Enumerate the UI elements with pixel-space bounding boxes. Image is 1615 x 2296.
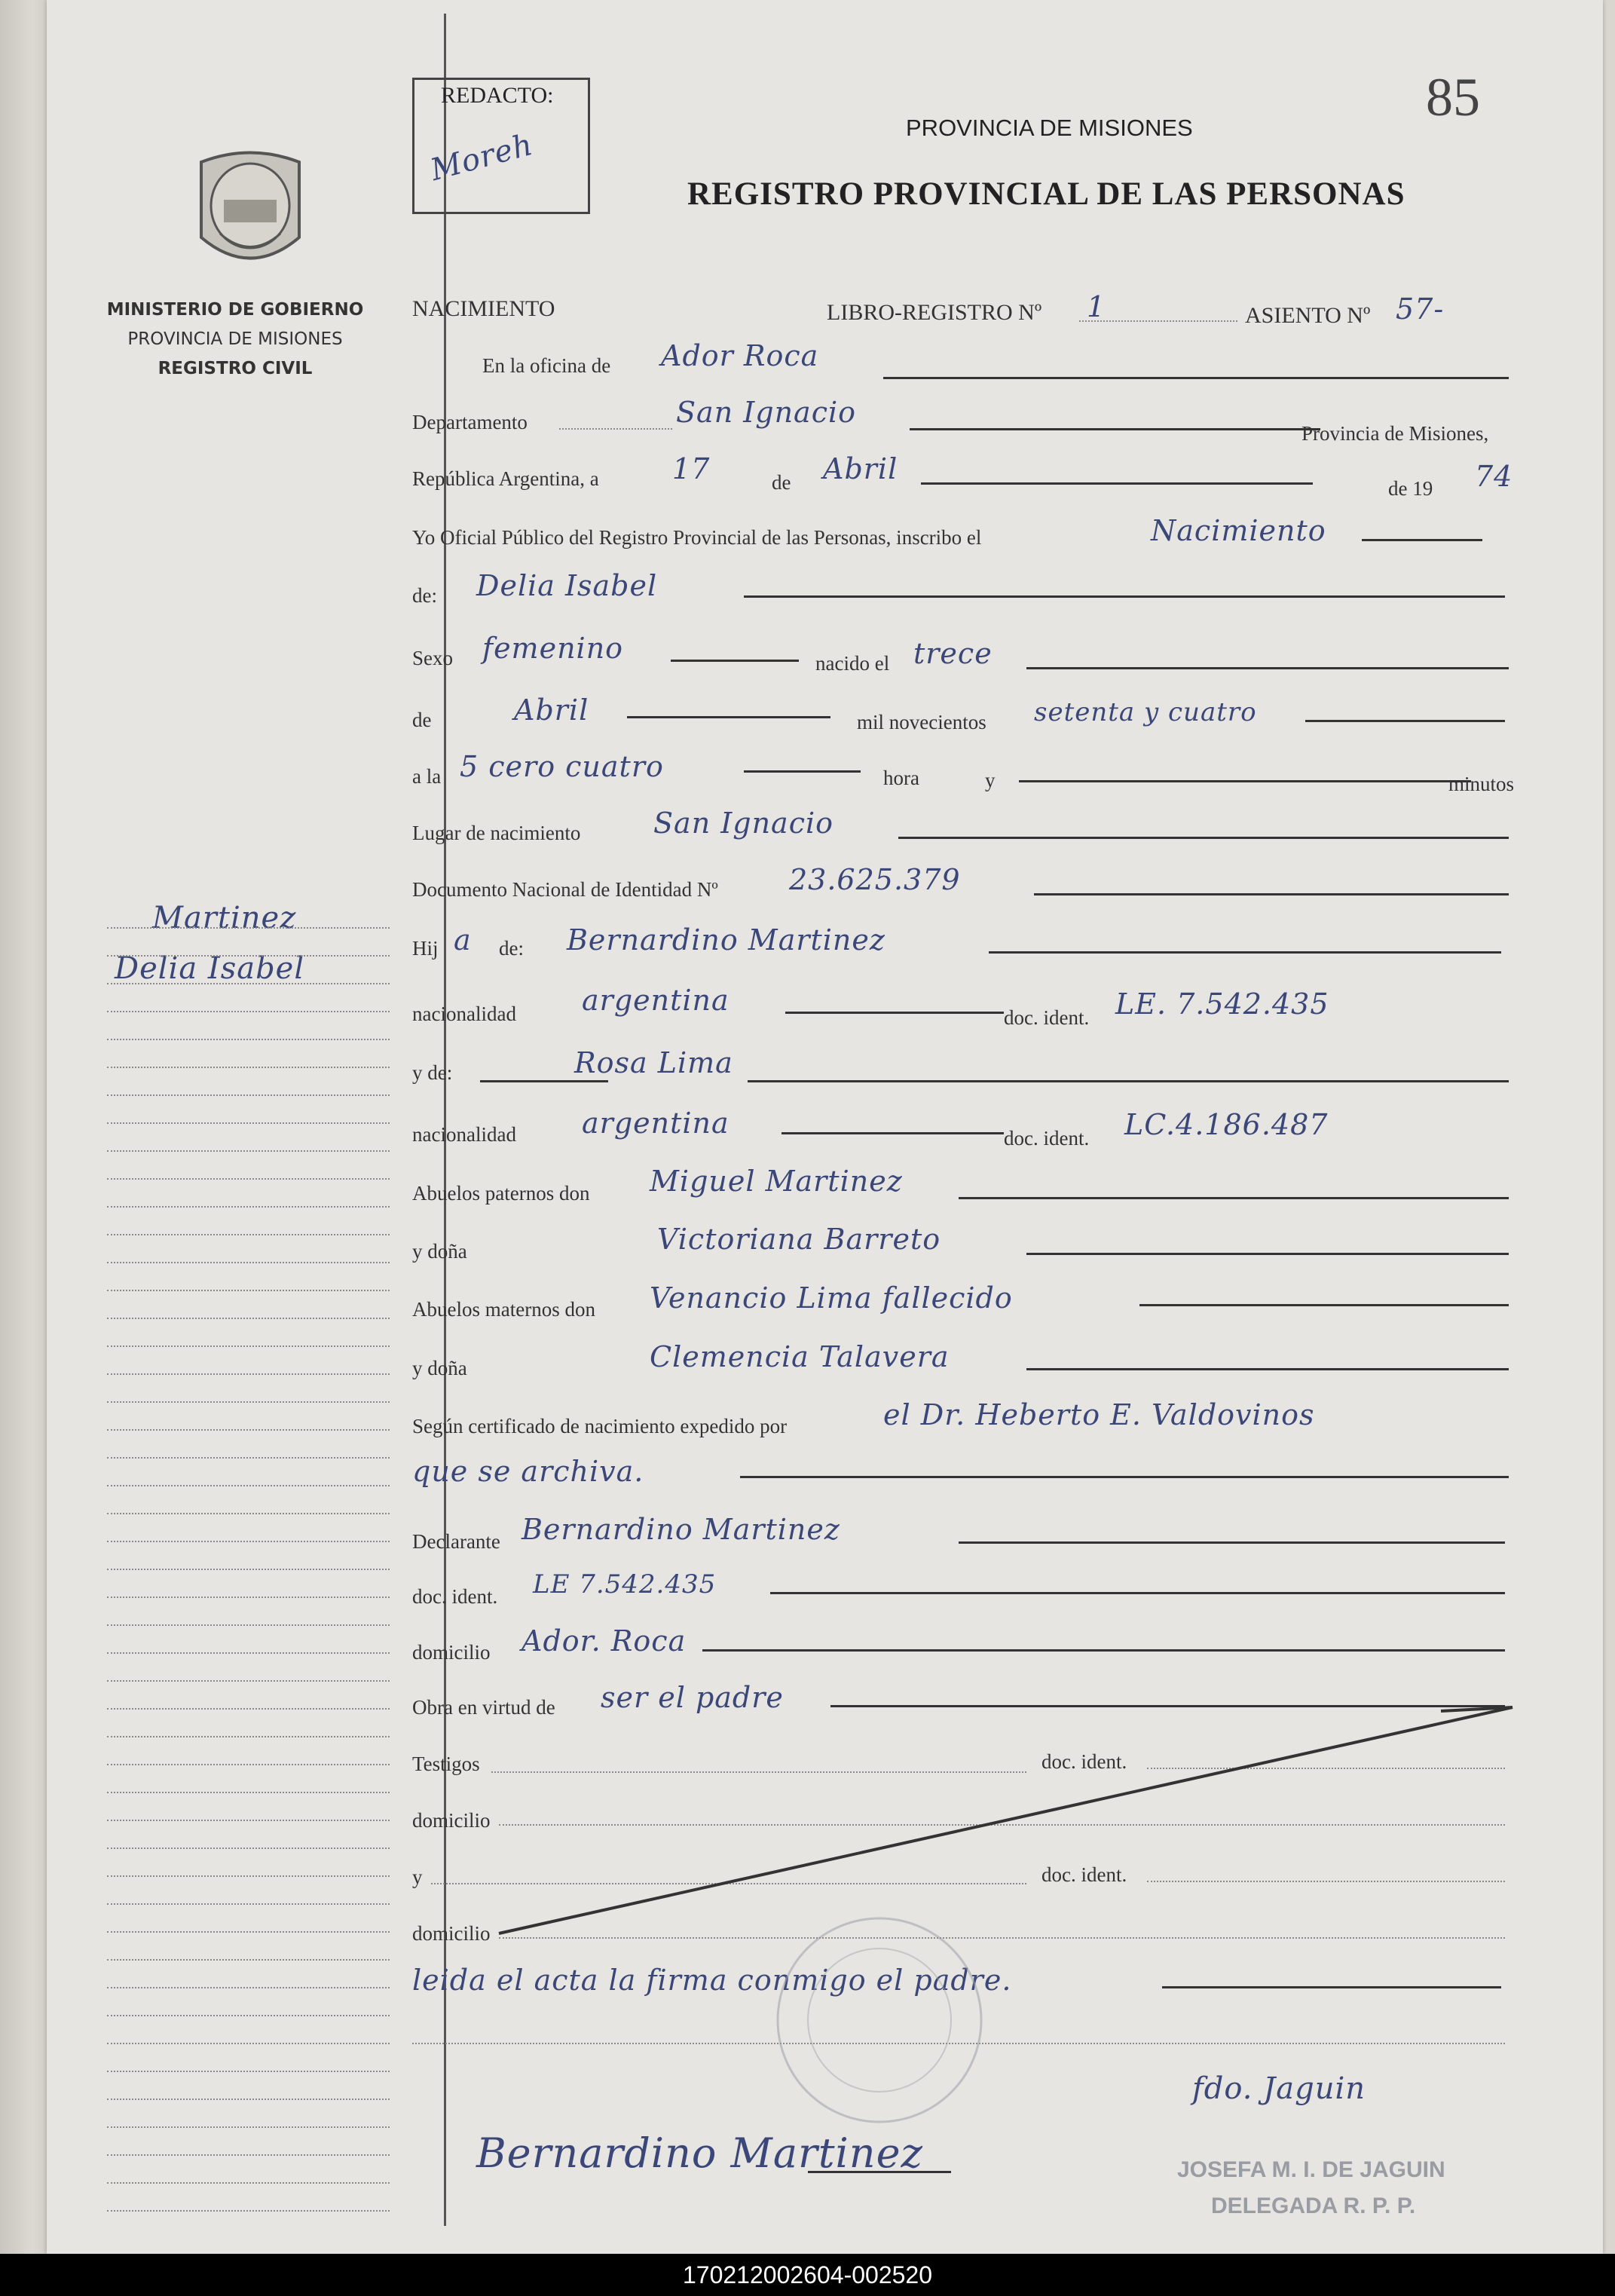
doc-ident-value: LE 7.542.435	[533, 1569, 717, 1600]
registry-heading: REGISTRO PROVINCIAL DE LAS PERSONAS	[687, 176, 1405, 212]
declarante-label: Declarante	[412, 1530, 500, 1553]
segun-value-2: que se archiva.	[412, 1455, 644, 1488]
nacido-value: trece	[913, 637, 993, 670]
abuelos-pat-label: Abuelos paternos don	[412, 1182, 590, 1205]
official-stamp	[770, 1911, 989, 2129]
mil-label: mil novecientos	[857, 711, 986, 733]
margin-surname: Martinez	[152, 901, 297, 935]
page-number: 85	[1426, 67, 1480, 127]
lugar-value: San Ignacio	[653, 807, 834, 840]
testigos-domicilio-label: domicilio	[412, 1809, 491, 1832]
inscribo-value: Nacimiento	[1151, 514, 1326, 547]
firma-oficial: fdo. Jaguin	[1192, 2071, 1366, 2106]
dia-value: 17	[672, 452, 711, 485]
asiento-label: ASIENTO Nº	[1245, 303, 1371, 328]
padre-value: Bernardino Martinez	[567, 923, 885, 957]
libro-value: 1	[1087, 290, 1106, 323]
anio-prefix: de 19	[1388, 477, 1433, 500]
obra-value: ser el padre	[601, 1681, 784, 1714]
dni-label: Documento Nacional de Identidad Nº	[412, 878, 718, 901]
abuela-pat-value: Victoriana Barreto	[657, 1223, 941, 1256]
departamento-label: Departamento	[412, 411, 528, 433]
doc-padre-value: LE. 7.542.435	[1115, 987, 1329, 1021]
mes-nac-value: Abril	[514, 693, 589, 727]
abuelos-mat-label: Abuelos maternos don	[412, 1298, 595, 1321]
margin-given-names: Delia Isabel	[115, 951, 305, 986]
declarante-value: Bernardino Martinez	[522, 1513, 840, 1546]
leida-dash	[1162, 1986, 1501, 1988]
ministry-label: MINISTERIO DE GOBIERNO	[106, 300, 364, 320]
abuelo-mat-value: Venancio Lima fallecido	[650, 1281, 1013, 1315]
leida-value: leida el acta la firma conmigo el padre.	[412, 1964, 1012, 1997]
libro-label: LIBRO-REGISTRO Nº	[827, 300, 1042, 325]
segun-label: Según certificado de nacimiento expedido por	[412, 1415, 788, 1437]
nacionalidad-madre-label: nacionalidad	[412, 1123, 516, 1146]
oficina-label: En la oficina de	[482, 354, 611, 377]
doc-padre-label: doc. ident.	[1004, 1006, 1090, 1029]
testigos-doc-label: doc. ident.	[1041, 1750, 1127, 1773]
yo-oficial-text: Yo Oficial Público del Registro Provincial de las Personas, inscribo el	[412, 526, 982, 549]
nacido-label: nacido el	[815, 652, 890, 675]
testigos-y-doc-label: doc. ident.	[1041, 1863, 1127, 1886]
sexo-label: Sexo	[412, 647, 453, 669]
abuelo-pat-value: Miguel Martinez	[650, 1165, 903, 1198]
obra-label: Obra en virtud de	[412, 1696, 555, 1719]
sexo-value: femenino	[482, 632, 624, 665]
doc-madre-value: LC.4.186.487	[1124, 1108, 1329, 1141]
document-page	[47, 0, 1603, 2254]
civil-registry-label: REGISTRO CIVIL	[158, 359, 313, 378]
oficina-value: Ador Roca	[661, 339, 819, 372]
firma-declarante: Bernardino Martinez	[476, 2129, 923, 2177]
madre-value: Rosa Lima	[574, 1046, 733, 1079]
ydona-pat-label: y doña	[412, 1240, 467, 1263]
nacionalidad-padre-label: nacionalidad	[412, 1003, 516, 1025]
hora-value: 5 cero cuatro	[460, 750, 664, 783]
mes-value: Abril	[823, 452, 898, 485]
provincia-suffix: Provincia de Misiones,	[1301, 422, 1489, 445]
republica-label: República Argentina, a	[412, 467, 599, 490]
oficial-stamp-title: DELEGADA R. P. P.	[1211, 2193, 1416, 2218]
redacto-label: REDACTO:	[441, 83, 554, 108]
yde-label: y de:	[412, 1061, 453, 1084]
testigos-y-domicilio-label: domicilio	[412, 1922, 491, 1945]
redacto-initials: Moreh	[427, 127, 537, 188]
de-label-3: de	[412, 709, 432, 731]
nacionalidad-padre-value: argentina	[582, 984, 730, 1017]
footer-id: 170212002604-002520	[0, 2254, 1615, 2296]
doc-ident-label: doc. ident.	[412, 1585, 498, 1608]
dni-value: 23.625.379	[789, 863, 961, 896]
asiento-value: 57-	[1396, 292, 1445, 326]
province-heading: PROVINCIA DE MISIONES	[906, 115, 1193, 141]
hija-suffix: a	[454, 923, 472, 957]
de-label-2: de:	[412, 584, 437, 607]
testigos-label: Testigos	[412, 1753, 480, 1775]
lugar-label: Lugar de nacimiento	[412, 822, 581, 844]
nacionalidad-madre-value: argentina	[582, 1107, 730, 1140]
de-label: de	[772, 471, 791, 494]
departamento-value: San Ignacio	[676, 396, 857, 429]
y-label: y	[985, 769, 996, 791]
minutos-label: minutos	[1448, 773, 1515, 795]
domicilio-label: domicilio	[412, 1641, 491, 1664]
segun-value: el Dr. Heberto E. Valdovinos	[883, 1398, 1315, 1431]
anio-value: 74	[1475, 460, 1513, 493]
domicilio-value: Ador. Roca	[522, 1624, 687, 1658]
nombre-value: Delia Isabel	[476, 569, 658, 602]
oficial-stamp-name: JOSEFA M. I. DE JAGUIN	[1177, 2157, 1445, 2182]
hora-label: hora	[883, 767, 919, 789]
province-label: PROVINCIA DE MISIONES	[127, 329, 343, 349]
hija-label: Hij	[412, 937, 439, 960]
abuela-mat-value: Clemencia Talavera	[650, 1340, 950, 1373]
book-binding	[0, 0, 53, 2254]
mil-value: setenta y cuatro	[1034, 697, 1257, 727]
testigos-y-label: y	[412, 1866, 423, 1888]
form-title: NACIMIENTO	[412, 296, 555, 321]
doc-madre-label: doc. ident.	[1004, 1127, 1090, 1150]
ydona-mat-label: y doña	[412, 1357, 467, 1379]
firma-underline	[808, 2171, 951, 2173]
ala-label: a la	[412, 765, 442, 788]
hija-de: de:	[499, 937, 524, 960]
